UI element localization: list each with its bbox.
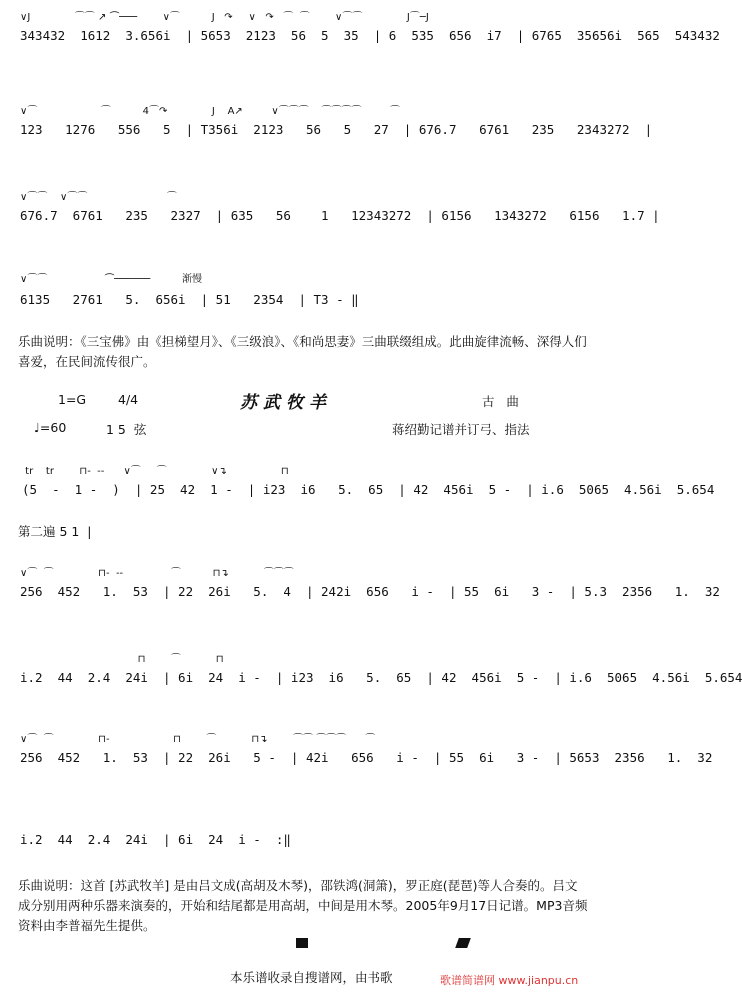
music-note-1: 乐曲说明：《三宝佛》由《担梯望月》、《三级浪》、《和尚思妻》三曲联缀组成。此曲旋律流畅、深得人们喜爱，在民间流传很广。 [18, 334, 587, 369]
row-marks: ∨⌒⌒ ∨⌒⌒ ⌒ [20, 192, 177, 203]
score2-row-6 [0, 820, 605, 860]
row-marks: tr tr ⊓- -- ∨⌒ ⌒ ∨↴ ⊓ [22, 466, 289, 477]
scan-artifact [296, 938, 308, 948]
score2-row-4 [0, 650, 742, 690]
key-signature: 1=G [58, 392, 87, 407]
score2-row-1 [0, 462, 715, 502]
row-notes: 123 1276 556 5 | T356i 2123 56 5 27 | 676.7 6761 235 2343272 | [20, 122, 653, 137]
row-marks: ∨⌒⌒ ⏜────── 渐慢 [20, 274, 203, 285]
row-marks: ⊓ ⌒ ⊓ [20, 654, 224, 665]
scan-artifact [455, 938, 471, 948]
row-notes: 343432 1612 3.656i | 5653 2123 56 5 35 | 6 535 656 i7 | 6765 35656i 565 543432 [20, 28, 720, 43]
score-row-2 [0, 102, 653, 142]
score2-row-5 [0, 730, 713, 770]
row-notes: i.2 44 2.4 24i | 6i 24 i - :‖ [20, 832, 291, 847]
row-marks: ∨⌒ ⌒ 4⌒↷ J A↗ ∨⌒⌒⌒ ⌒⌒⌒⌒ ⌒ [20, 106, 401, 117]
era-label: 古 曲 [482, 394, 519, 409]
music-note-2: 乐曲说明：这首 [苏武牧羊] 是由吕文成(高胡及木琴)，邵铁鸿(洞箫)，罗正庭(琵琶)等人合奏的。吕文成分别用两种乐器来演奏的，开始和结尾都是用高胡，中间是用木琴。2005年9月17日记谱。MP3音频资料由李普福先生提供。 [18, 878, 588, 933]
string-tuning: 1 5 弦 [106, 422, 147, 437]
score2-row-2 [0, 522, 605, 562]
footer-text: 本乐谱收录自搜谱网，由书歌 [230, 970, 393, 985]
tempo-mark: ♩=60 [34, 420, 67, 435]
time-signature: 4/4 [118, 392, 139, 407]
row-notes: 256 452 1. 53 | 22 26i 5. 4 | 242i 656 i - | 55 6i 3 - | 5.3 2356 1. 32 [20, 584, 720, 599]
row-marks: ∨J ⌒⌒ ↗ ⏜─── ∨⌒ J ↷ ∨ ↷ ⌒ ⌒ ∨⌒⌒ J⌒─J [20, 12, 429, 23]
row-notes: i.2 44 2.4 24i | 6i 24 i - | i23 i6 5. 65 | 42 456i 5 - | i.6 5065 4.56i 5.654 [20, 670, 742, 685]
row-marks: ∨⌒ ⌒ ⊓- -- ⌒ ⊓↴ ⌒⌒⌒ [20, 568, 294, 579]
row-marks: ∨⌒ ⌒ ⊓- ⊓ ⌒ ⊓↴ ⌒⌒ ⌒⌒⌒ ⌒ [20, 734, 376, 745]
row-notes: 6135 2761 5. 656i | 51 2354 | T3 - ‖ [20, 292, 359, 307]
score-row-1 [0, 8, 720, 48]
row-notes: 第二遍 5 1 | [18, 524, 92, 539]
transcriber-credit: 蒋绍勤记谱并订弓、指法 [392, 422, 530, 437]
row-notes: (5 - 1 - ) | 25 42 1 - | i23 i6 5. 65 | 42 456i 5 - | i.6 5065 4.56i 5.654 [22, 482, 715, 497]
score-row-4 [0, 270, 605, 310]
piece-title: 苏武牧羊 [240, 393, 332, 413]
score-row-3 [0, 188, 660, 228]
row-notes: 676.7 6761 235 2327 | 635 56 1 12343272 | 6156 1343272 6156 1.7 | [20, 208, 660, 223]
row-notes: 256 452 1. 53 | 22 26i 5 - | 42i 656 i - | 55 6i 3 - | 5653 2356 1. 32 [20, 750, 713, 765]
watermark: 歌谱简谱网 www.jianpu.cn [440, 974, 579, 987]
score2-row-3 [0, 564, 720, 604]
